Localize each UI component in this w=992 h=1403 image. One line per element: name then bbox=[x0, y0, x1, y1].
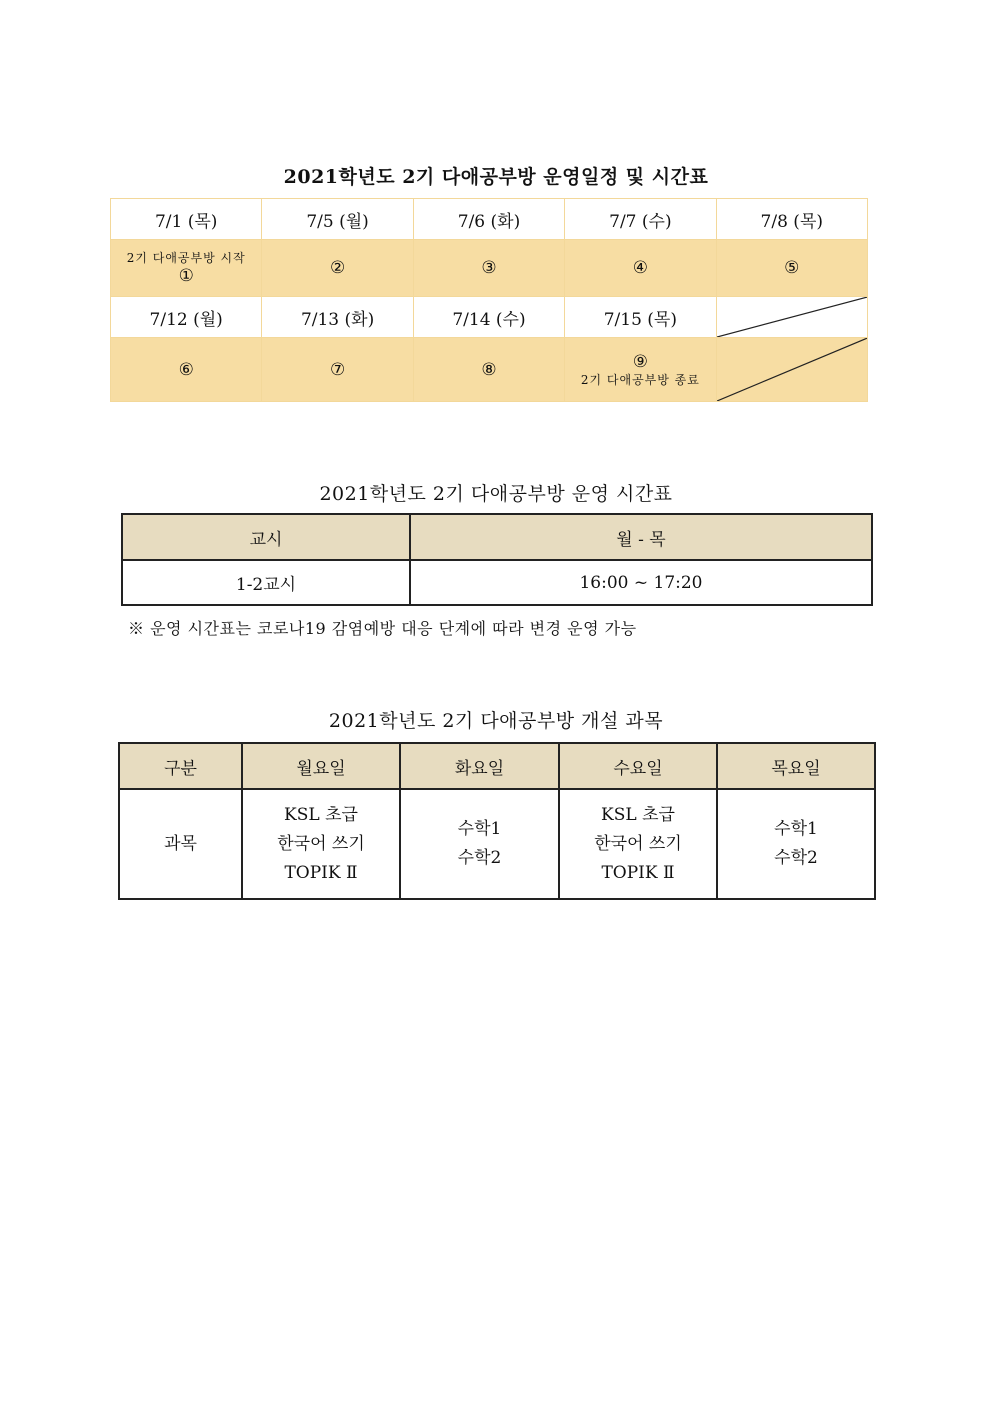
date-cell: 7/14 (수) bbox=[413, 297, 564, 338]
date-cell: 7/12 (월) bbox=[111, 297, 262, 338]
session-number: ⑨ bbox=[632, 351, 648, 372]
session-cell: ⑦ bbox=[262, 338, 413, 402]
date-cell: 7/7 (수) bbox=[565, 199, 716, 240]
date-cell: 7/8 (목) bbox=[716, 199, 867, 240]
subject-item: 수학2 bbox=[457, 848, 502, 868]
header-days: 월 - 목 bbox=[410, 514, 872, 560]
notice-text: ※ 운영 시간표는 코로나19 감염예방 대응 단계에 따라 변경 운영 가능 bbox=[128, 619, 637, 638]
row-label: 과목 bbox=[119, 789, 242, 899]
header-monday: 월요일 bbox=[242, 743, 400, 789]
monday-subjects bbox=[242, 789, 400, 899]
timetable-title: 2021학년도 2기 다애공부방 운영 시간표 bbox=[319, 483, 673, 505]
diagonal-line bbox=[717, 297, 867, 337]
subject-item: 수학1 bbox=[457, 819, 502, 839]
session-cell: ⑥ bbox=[111, 338, 262, 402]
session-cell: ④ bbox=[565, 240, 716, 297]
date-cell: 7/15 (목) bbox=[565, 297, 716, 338]
end-note: 2기 다애공부방 종료 bbox=[580, 372, 700, 387]
subjects-header-row bbox=[119, 743, 875, 789]
date-cell: 7/13 (화) bbox=[262, 297, 413, 338]
date-cell: 7/6 (화) bbox=[413, 199, 564, 240]
subject-item: TOPIK Ⅱ bbox=[284, 862, 358, 883]
thursday-subjects bbox=[717, 789, 875, 899]
subject-item: 한국어 쓰기 bbox=[594, 833, 682, 854]
header-tuesday: 화요일 bbox=[400, 743, 559, 789]
header-thursday: 목요일 bbox=[717, 743, 875, 789]
session-cell: ⑧ bbox=[413, 338, 564, 402]
schedule-table bbox=[110, 198, 868, 402]
week1-dates-row bbox=[111, 199, 868, 240]
subjects-table bbox=[118, 742, 876, 900]
subjects-title: 2021학년도 2기 다애공부방 개설 과목 bbox=[328, 710, 664, 732]
session-cell-start bbox=[111, 240, 262, 297]
subject-item: KSL 초급 bbox=[284, 804, 358, 825]
time-cell: 16:00 ~ 17:20 bbox=[410, 560, 872, 605]
start-note: 2기 다애공부방 시작 bbox=[126, 251, 246, 265]
subjects-row bbox=[119, 789, 875, 899]
header-period: 교시 bbox=[122, 514, 410, 560]
timetable-header-row bbox=[122, 514, 872, 560]
empty-slashed-cell bbox=[716, 338, 867, 402]
schedule-title: 2021학년도 2기 다애공부방 운영일정 및 시간표 bbox=[283, 166, 709, 188]
week2-sessions-row bbox=[111, 338, 868, 402]
subject-item: 한국어 쓰기 bbox=[277, 833, 365, 854]
header-category: 구분 bbox=[119, 743, 242, 789]
timetable-row bbox=[122, 560, 872, 605]
period-cell: 1-2교시 bbox=[122, 560, 410, 605]
session-cell: ② bbox=[262, 240, 413, 297]
session-cell: ⑤ bbox=[716, 240, 867, 297]
empty-slashed-cell bbox=[716, 297, 867, 338]
session-number: ① bbox=[178, 266, 194, 286]
week1-sessions-row bbox=[111, 240, 868, 297]
subject-item: TOPIK Ⅱ bbox=[601, 862, 675, 883]
wednesday-subjects bbox=[559, 789, 717, 899]
subject-item: 수학1 bbox=[774, 819, 818, 839]
diagonal-line bbox=[717, 338, 867, 401]
subject-item: KSL 초급 bbox=[601, 804, 675, 825]
session-cell: ③ bbox=[413, 240, 564, 297]
session-cell-end bbox=[565, 338, 716, 402]
timetable bbox=[121, 513, 873, 606]
subject-item: 수학2 bbox=[774, 848, 818, 868]
week2-dates-row bbox=[111, 297, 868, 338]
header-wednesday: 수요일 bbox=[559, 743, 717, 789]
tuesday-subjects bbox=[400, 789, 559, 899]
date-cell: 7/1 (목) bbox=[111, 199, 262, 240]
date-cell: 7/5 (월) bbox=[262, 199, 413, 240]
